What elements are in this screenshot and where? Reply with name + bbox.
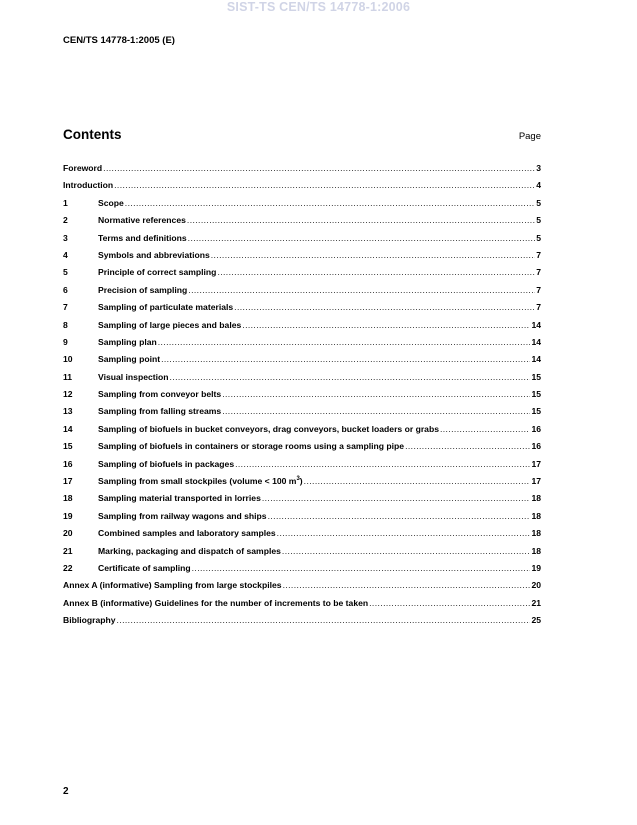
toc-entry-number: 8 [63,319,68,330]
toc-entry-number: 13 [63,406,73,417]
toc-entry[interactable] [63,441,541,458]
table-of-contents [63,163,541,633]
toc-entry[interactable] [63,233,541,250]
toc-entry-page: 7 [536,249,541,260]
toc-entry-page: 21 [531,597,541,608]
toc-entry[interactable] [63,493,541,510]
toc-entry-number: 14 [63,423,73,434]
toc-dot-leader [192,563,531,573]
toc-dot-leader [304,476,531,486]
toc-dot-leader [217,267,535,277]
watermark: SIST-TS CEN/TS 14778-1:2006 [226,0,411,14]
toc-dot-leader [222,406,530,416]
toc-entry[interactable] [63,302,541,319]
toc-entry-title: Sampling from railway wagons and ships [98,510,267,521]
toc-entry[interactable] [63,337,541,354]
superscript: 3 [296,476,300,483]
toc-dot-leader [125,198,535,208]
toc-dot-leader [161,354,530,364]
toc-entry-number: 19 [63,510,73,521]
toc-entry-number: 5 [63,267,68,278]
document-id: CEN/TS 14778-1:2005 (E) [63,35,175,46]
toc-dot-leader [234,302,535,312]
toc-entry-page: 4 [536,180,541,191]
toc-dot-leader [405,441,530,451]
toc-dot-leader [235,459,530,469]
toc-entry-title: Sampling from small stockpiles (volume < 100 $m^3$) [98,476,303,487]
toc-entry-title: Foreword [63,163,103,173]
toc-entry-number: 21 [63,545,73,556]
toc-entry-title: Bibliography [63,615,116,626]
toc-entry[interactable] [63,511,541,528]
toc-dot-leader [117,615,531,625]
toc-entry-number: 12 [63,389,73,400]
toc-entry-title: Sampling from conveyor belts [98,389,222,400]
toc-entry-title: Principle of correct sampling [98,267,217,278]
toc-entry[interactable] [63,180,541,197]
toc-dot-leader [283,580,531,590]
toc-entry-title: Marking, packaging and dispatch of samples [98,545,281,556]
toc-dot-leader [262,493,531,503]
toc-dot-leader [222,389,530,399]
toc-entry-title: Scope [98,197,124,208]
toc-dot-leader [188,233,536,243]
toc-dot-leader [369,598,530,608]
toc-entry-title: Combined samples and laboratory samples [98,528,276,539]
toc-entry-page: 18 [531,528,541,539]
toc-dot-leader [211,250,535,260]
toc-entry-number: 17 [63,476,73,487]
toc-entry[interactable] [63,563,541,580]
toc-dot-leader [268,511,531,521]
toc-entry-page: 15 [531,371,541,382]
toc-dot-leader [170,372,531,382]
toc-entry[interactable] [63,215,541,232]
toc-entry-number: 11 [63,371,73,382]
toc-entry-number: 4 [63,249,68,260]
toc-entry-page: 17 [531,458,541,469]
toc-entry[interactable] [63,285,541,302]
toc-entry-title: Sampling of particulate materials [98,302,234,313]
toc-entry-page: 5 [536,215,541,226]
toc-entry-number: 1 [63,197,68,208]
toc-entry-number: 7 [63,302,68,313]
toc-entry-title: Sampling material transported in lorries [98,493,261,504]
toc-entry[interactable] [63,615,541,632]
contents-title: Contents [63,127,122,142]
toc-entry-title: Sampling of biofuels in packages [98,458,235,469]
toc-entry-title: Annex A (informative) Sampling from large stockpiles [63,580,282,591]
toc-dot-leader [277,528,531,538]
toc-entry-page: 5 [536,232,541,243]
toc-dot-leader [282,546,531,556]
toc-entry[interactable] [63,406,541,423]
toc-entry-page: 15 [531,406,541,417]
toc-entry[interactable] [63,320,541,337]
toc-entry-title: Sampling from falling streams [98,406,222,417]
toc-entry-title: Terms and definitions [98,232,187,243]
page-number: 2 [63,786,69,797]
toc-entry-page: 7 [536,284,541,295]
toc-entry-page: 5 [536,197,541,208]
toc-entry[interactable] [63,528,541,545]
toc-entry-page: 19 [531,562,541,573]
toc-entry-title: Sampling plan [98,336,157,347]
toc-entry-page: 18 [531,545,541,556]
toc-entry[interactable] [63,424,541,441]
toc-entry-number: 6 [63,284,68,295]
toc-entry-title: Sampling point [98,354,161,365]
toc-entry-number: 16 [63,458,73,469]
toc-entry-page: 18 [531,493,541,504]
page-column-label: Page [518,131,541,142]
toc-entry-page: 7 [536,302,541,313]
toc-entry-page: 20 [531,580,541,591]
toc-entry[interactable] [63,250,541,267]
toc-entry-title: Introduction [63,180,114,191]
toc-dot-leader [242,320,530,330]
toc-entry-number: 9 [63,336,68,347]
toc-dot-leader [114,180,535,190]
toc-dot-leader [440,424,530,434]
toc-entry[interactable] [63,546,541,563]
toc-entry[interactable] [63,459,541,476]
toc-entry[interactable] [63,354,541,371]
toc-entry[interactable] [63,580,541,597]
toc-entry-title: Symbols and abbreviations [98,249,210,260]
toc-entry[interactable] [63,389,541,406]
toc-entry-page: 14 [531,354,541,365]
toc-dot-leader [103,163,535,173]
toc-entry-number: 18 [63,493,73,504]
toc-entry-number: 15 [63,441,73,452]
toc-entry-title: Visual inspection [98,371,169,382]
toc-entry-number: 10 [63,354,73,365]
toc-entry-title: Annex B (informative) Guidelines for the number of increments to be taken [63,597,369,608]
toc-entry-title: Sampling of biofuels in bucket conveyors, drag conveyors, bucket loaders or grabs [98,423,439,434]
toc-entry-number: 2 [63,215,68,226]
toc-entry-page: 15 [531,389,541,400]
toc-entry[interactable] [63,163,541,180]
toc-dot-leader [187,215,535,225]
toc-entry-page: 7 [536,267,541,278]
toc-entry-number: 22 [63,562,73,573]
toc-entry[interactable] [63,372,541,389]
toc-entry-title: Normative references [98,215,186,226]
toc-entry-page: 14 [531,319,541,330]
toc-dot-leader [158,337,531,347]
toc-entry-number: 3 [63,232,68,243]
toc-entry[interactable] [63,267,541,284]
toc-entry-page: 17 [531,476,541,487]
toc-dot-leader [188,285,535,295]
toc-entry-page: 16 [531,441,541,452]
toc-entry-number: 20 [63,528,73,539]
toc-entry-title: Sampling of large pieces and bales [98,319,242,330]
toc-entry-page: 3 [536,163,541,173]
toc-entry-title: Precision of sampling [98,284,188,295]
toc-entry-page: 18 [531,510,541,521]
toc-entry-title: Certificate of sampling [98,562,191,573]
toc-entry-page: 25 [531,615,541,626]
toc-entry-page: 16 [531,423,541,434]
toc-entry-title: Sampling of biofuels in containers or storage rooms using a sampling pipe [98,441,405,452]
toc-entry-page: 14 [531,336,541,347]
toc-entry[interactable] [63,198,541,215]
toc-entry[interactable] [63,598,541,615]
toc-entry[interactable] [63,476,541,493]
